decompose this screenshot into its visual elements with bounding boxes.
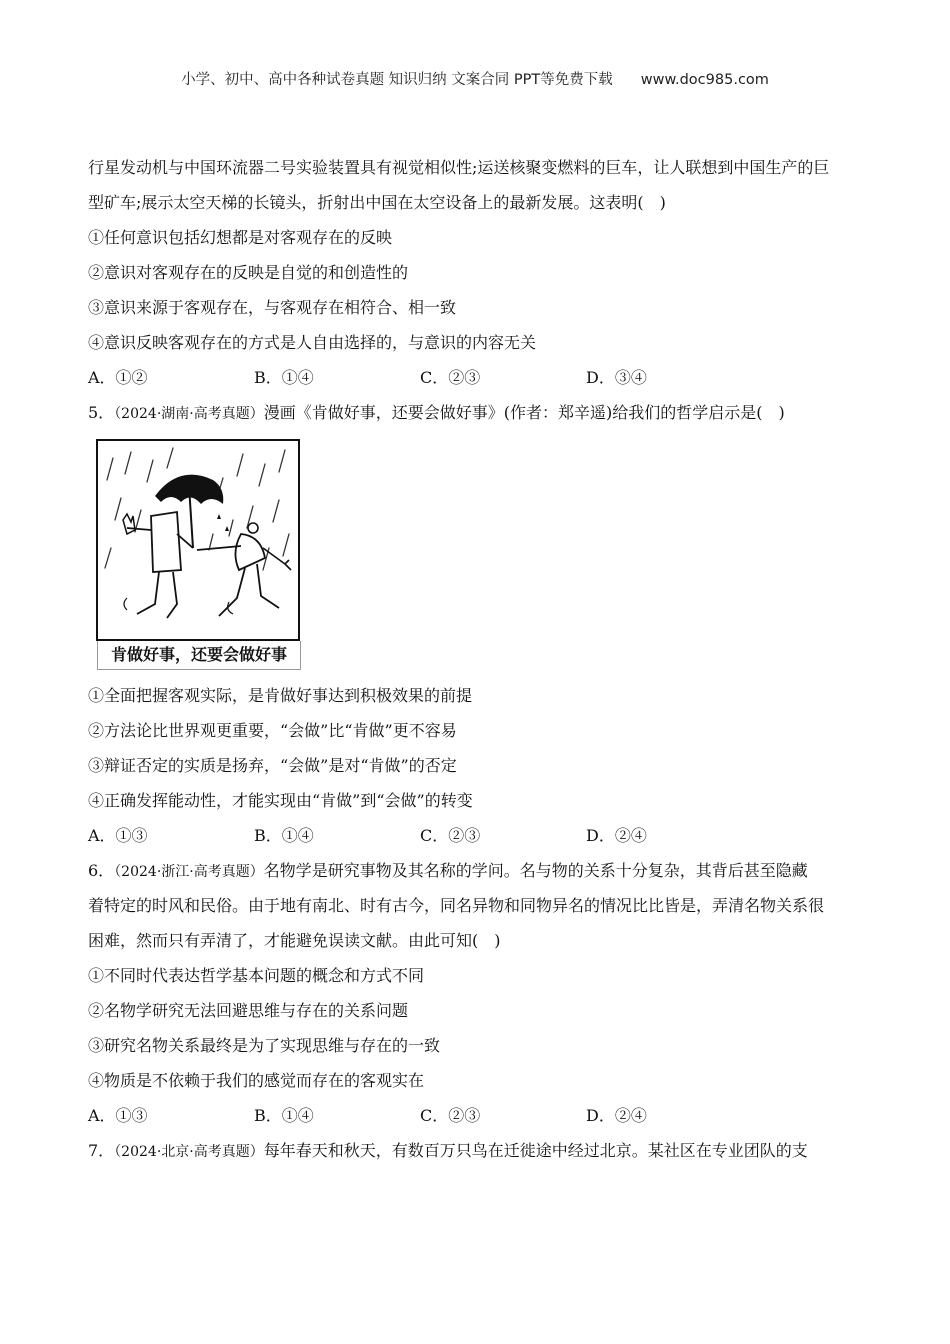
q6-stem-line-3: 困难，然而只有弄清了，才能避免误读文献。由此可知( ): [88, 931, 501, 950]
q5-option-a[interactable]: A．①③: [88, 826, 148, 845]
q6-option-a[interactable]: A．①③: [88, 1106, 148, 1125]
q5-options: [88, 818, 868, 853]
q6-stem-line-1: [88, 853, 868, 888]
q5-item-4: ④正确发挥能动性，才能实现由“肯做”到“会做”的转变: [88, 791, 473, 810]
q6-option-d[interactable]: D．②④: [586, 1106, 647, 1125]
cartoon-drawing: [93, 438, 303, 642]
q4-option-b[interactable]: B．①④: [254, 368, 314, 387]
q6-item-1: ①不同时代表达哲学基本问题的概念和方式不同: [88, 966, 425, 985]
q6-item-4: ④物质是不依赖于我们的感觉而存在的客观实在: [88, 1071, 425, 1090]
q4-option-a[interactable]: A．①②: [88, 368, 148, 387]
q6-number: 6．: [88, 861, 115, 880]
q4-stem-line-2: 型矿车;展示太空天梯的长镜头，折射出中国在太空设备上的最新发展。这表明( ): [88, 193, 666, 212]
q4-item-1: ①任何意识包括幻想都是对客观存在的反映: [88, 228, 393, 247]
q4-option-c[interactable]: C．②③: [420, 368, 481, 387]
q7-stem-text-1: 每年春天和秋天，有数百万只鸟在迁徙途中经过北京。某社区在专业团队的支: [263, 1141, 808, 1160]
header-site[interactable]: www.doc985.com: [640, 72, 769, 88]
q6-option-b[interactable]: B．①④: [254, 1106, 314, 1125]
q7-stem-line-1: [88, 1133, 868, 1168]
q4-option-d[interactable]: D．③④: [586, 368, 647, 387]
q5-option-d[interactable]: D．②④: [586, 826, 647, 845]
q5-stem: [88, 395, 868, 430]
q6-stem-line-2: 着特定的时风和民俗。由于地有南北、时有古今，同名异物和同物异名的情况比比皆是，弄清名物关系很: [88, 896, 825, 915]
q6-options: [88, 1098, 868, 1133]
question-7: [88, 1133, 868, 1168]
q5-source: （2024·湖南·高考真题）: [114, 406, 264, 422]
q4-options: [88, 360, 868, 395]
q5-item-1: ①全面把握客观实际，是肯做好事达到积极效果的前提: [88, 686, 473, 705]
document-body: [88, 150, 868, 1168]
q6-option-c[interactable]: C．②③: [420, 1106, 481, 1125]
cartoon-caption: 肯做好事，还要会做好事: [97, 641, 301, 670]
page-header: [0, 68, 950, 89]
q5-item-3: ③辩证否定的实质是扬弃，“会做”是对“肯做”的否定: [88, 756, 457, 775]
q6-stem-text-1: 名物学是研究事物及其名称的学问。名与物的关系十分复杂，其背后甚至隐藏: [263, 861, 808, 880]
q4-item-4: ④意识反映客观存在的方式是人自由选择的，与意识的内容无关: [88, 333, 537, 352]
q5-cartoon: [93, 438, 303, 670]
q6-source: （2024·浙江·高考真题）: [114, 864, 264, 880]
q5-item-2: ②方法论比世界观更重要，“会做”比“肯做”更不容易: [88, 721, 457, 740]
q4-stem-line-1: 行星发动机与中国环流器二号实验装置具有视觉相似性;运送核聚变燃料的巨车，让人联想到中国生产的巨: [88, 158, 830, 177]
q5-option-c[interactable]: C．②③: [420, 826, 481, 845]
question-6: [88, 853, 868, 1133]
q6-item-2: ②名物学研究无法回避思维与存在的关系问题: [88, 1001, 409, 1020]
question-5: [88, 395, 868, 853]
q7-number: 7．: [88, 1141, 115, 1160]
q4-item-3: ③意识来源于客观存在，与客观存在相符合、相一致: [88, 298, 457, 317]
q5-option-b[interactable]: B．①④: [254, 826, 314, 845]
q7-source: （2024·北京·高考真题）: [114, 1144, 264, 1160]
q5-stem-text: 漫画《肯做好事，还要会做好事》(作者：郑辛遥)给我们的哲学启示是( ): [263, 403, 785, 422]
q6-item-3: ③研究名物关系最终是为了实现思维与存在的一致: [88, 1036, 441, 1055]
q5-number: 5．: [88, 403, 115, 422]
header-text: 小学、初中、高中各种试卷真题 知识归纳 文案合同 PPT等免费下载: [181, 72, 613, 88]
q4-item-2: ②意识对客观存在的反映是自觉的和创造性的: [88, 263, 409, 282]
question-4: [88, 150, 868, 395]
